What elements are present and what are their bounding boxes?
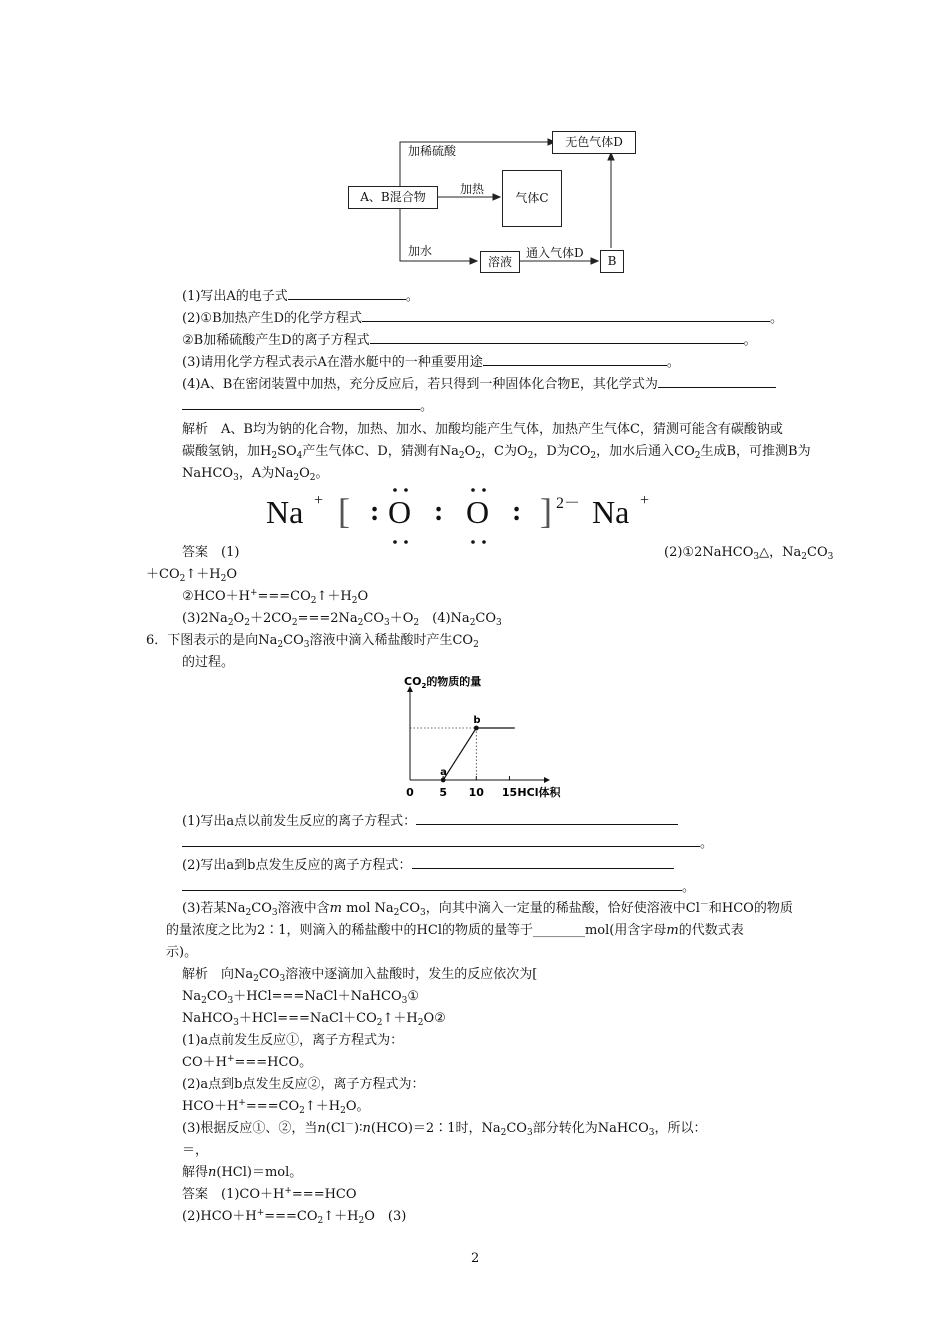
lewis-colon-2: : — [434, 496, 444, 527]
lewis-na-right: Na — [592, 494, 630, 530]
x-axis-arrow — [544, 777, 550, 783]
q5-analysis-line-1: 解析 A、B均为钠的化合物，加热、加水、加酸均能产生气体，加热产生气体C，猜测可能含有碳酸钠或 — [182, 422, 783, 437]
q6-item-1-cont: 。 — [182, 834, 713, 853]
flow-diagram — [0, 0, 950, 290]
q5-answer-2a: (2)①2NaHCO$_3$△，$Na_2CO_3$ — [664, 545, 834, 562]
flow-label-pass-d: 通入气体D — [526, 246, 584, 260]
lewis-plus-left: + — [314, 492, 324, 509]
q5-item-4-cont: 。 — [182, 397, 433, 416]
lewis-plus-right: + — [640, 492, 650, 509]
q5-answer-3-4: $(3)2Na_2O_2+2CO_2===2Na_2CO_3+O_2$ $(4)Na_2CO_3$ — [182, 611, 502, 628]
lewis-bracket-left: [ — [338, 491, 350, 531]
co2-chart — [396, 676, 616, 801]
flow-box-b: B — [600, 250, 624, 273]
q6-analysis-line-2: $Na_2CO_3+HCl===NaCl+NaHCO_3①$ — [182, 989, 420, 1006]
flow-box-c: 气体C — [502, 170, 562, 227]
x-tick-label-5: 5 — [439, 786, 447, 799]
q5-answer-2b: $②HCO+H^+===CO_2↑+H_2O$ — [182, 588, 369, 606]
lewis-charge: 2－ — [556, 495, 581, 512]
q6-analysis-line-7: $HCO+H^+===CO_2↑+H_2O$。 — [182, 1098, 370, 1116]
point-b — [474, 726, 479, 731]
q6-item-2-cont: 。 — [182, 878, 695, 897]
lewis-electron-dots — [262, 484, 662, 544]
point-a — [441, 778, 446, 783]
q6-analysis-line-8: (3)根据反应①、②，当n(Cl－)∶n(HCO)＝2∶1时，$Na_2CO_3$部分转化为NaHCO$_3$，所以： — [182, 1120, 707, 1138]
q6-answer-line-1: 答案 (1)CO＋H+===HCO — [182, 1186, 357, 1202]
q5-item-1: (1)写出A的电子式 。 — [182, 289, 419, 304]
flow-box-d: 无色气体D — [552, 131, 636, 154]
flow-label-heat: 加热 — [460, 182, 485, 196]
x-tick-label-15: 15 — [501, 786, 518, 799]
q6-answer-line-2: $(2)HCO+H^+===CO_2↑+H_2O$ (3) — [182, 1208, 407, 1226]
q5-answer-2a-cont: $+CO_2↑+H_2O$ — [146, 567, 237, 584]
flow-box-ab: A、B混合物 — [348, 186, 438, 209]
q6-intro-line-2: 的过程。 — [182, 655, 235, 670]
q6-analysis-line-4: (1)a点前发生反应①，离子方程式为： — [182, 1033, 404, 1048]
lewis-oxygen-1: O — [388, 494, 412, 530]
q6-analysis-line-1: 解析 向$Na_2CO_3$溶液中逐滴加入盐酸时，发生的反应依次为[ — [182, 967, 538, 984]
series-co2-line — [443, 728, 515, 780]
q6-item-3-line-1: (3)若某$Na_2CO_3$溶液中含m mol $Na_2CO_3$，向其中滴入一定量的稀盐酸，恰好使溶液中Cl－和HCO的物质 — [182, 900, 793, 918]
lewis-na-left: Na — [266, 494, 304, 530]
q5-analysis-line-3: NaHCO$_3$，A为$Na_2O_2$。 — [182, 466, 329, 483]
x-tick-label-0: 0 — [406, 786, 414, 799]
point-label-b: b — [473, 715, 481, 726]
chart-title: $CO_2$的物质的量 — [404, 676, 482, 690]
x-axis-label: HCl体积 — [517, 786, 561, 799]
q6-analysis-line-3: $NaHCO_3+HCl===NaCl+CO_2↑+H_2O②$ — [182, 1011, 446, 1028]
q5-answer-1: 答案 (1) — [182, 545, 240, 560]
lewis-bracket-right: ] — [540, 491, 552, 531]
flow-box-solution: 溶液 — [480, 251, 520, 273]
q6-analysis-line-5: CO＋H+===HCO。 — [182, 1054, 313, 1070]
q6-item-1: (1)写出a点以前发生反应的离子方程式： — [182, 812, 678, 831]
lewis-structure — [262, 484, 662, 544]
q5-analysis-line-2: 碳酸氢钠，加$H_2SO_4$产生气体C、D，猜测有$Na_2O_2$，C为$O_2$，D为$CO_2$，加水后通入$CO_2$生成B，可推测B为 — [182, 444, 811, 461]
lewis-colon-3: : — [512, 496, 522, 527]
q6-analysis-line-9: ＝， — [182, 1143, 209, 1158]
q6-intro-line-1: 6．下图表示的是向$Na_2CO_3$溶液中滴入稀盐酸时产生$CO_2$ — [146, 633, 479, 650]
page-number: 2 — [471, 1251, 480, 1266]
q5-item-2a: (2)①B加热产生D的化学方程式 。 — [182, 311, 784, 326]
flow-label-water: 加水 — [408, 244, 433, 258]
flow-label-acid: 加稀硫酸 — [408, 144, 457, 158]
point-label-a: a — [440, 767, 447, 778]
q6-analysis-line-10: 解得n(HCl)＝mol。 — [182, 1165, 303, 1180]
x-tick-label-10: 10 — [468, 786, 484, 799]
q5-item-2b: ②B加稀硫酸产生D的离子方程式 。 — [182, 333, 757, 348]
lewis-oxygen-2: O — [466, 494, 490, 530]
q5-item-4: (4)A、B在密闭装置中加热，充分反应后，若只得到一种固体化合物E，其化学式为 — [182, 375, 776, 394]
q6-item-2: (2)写出a到b点发生反应的离子方程式： — [182, 856, 674, 875]
q6-analysis-line-6: (2)a点到b点发生反应②，离子方程式为： — [182, 1077, 425, 1092]
q6-item-3-line-3: 示)。 — [166, 945, 198, 960]
q5-item-3: (3)请用化学方程式表示A在潜水艇中的一种重要用途 。 — [182, 355, 680, 370]
q6-item-3-line-2: 的量浓度之比为2∶1，则滴入的稀盐酸中的HCl的物质的量等于________mol(用含字母m的代数式表 — [166, 923, 744, 938]
lewis-colon-1: : — [370, 496, 380, 527]
